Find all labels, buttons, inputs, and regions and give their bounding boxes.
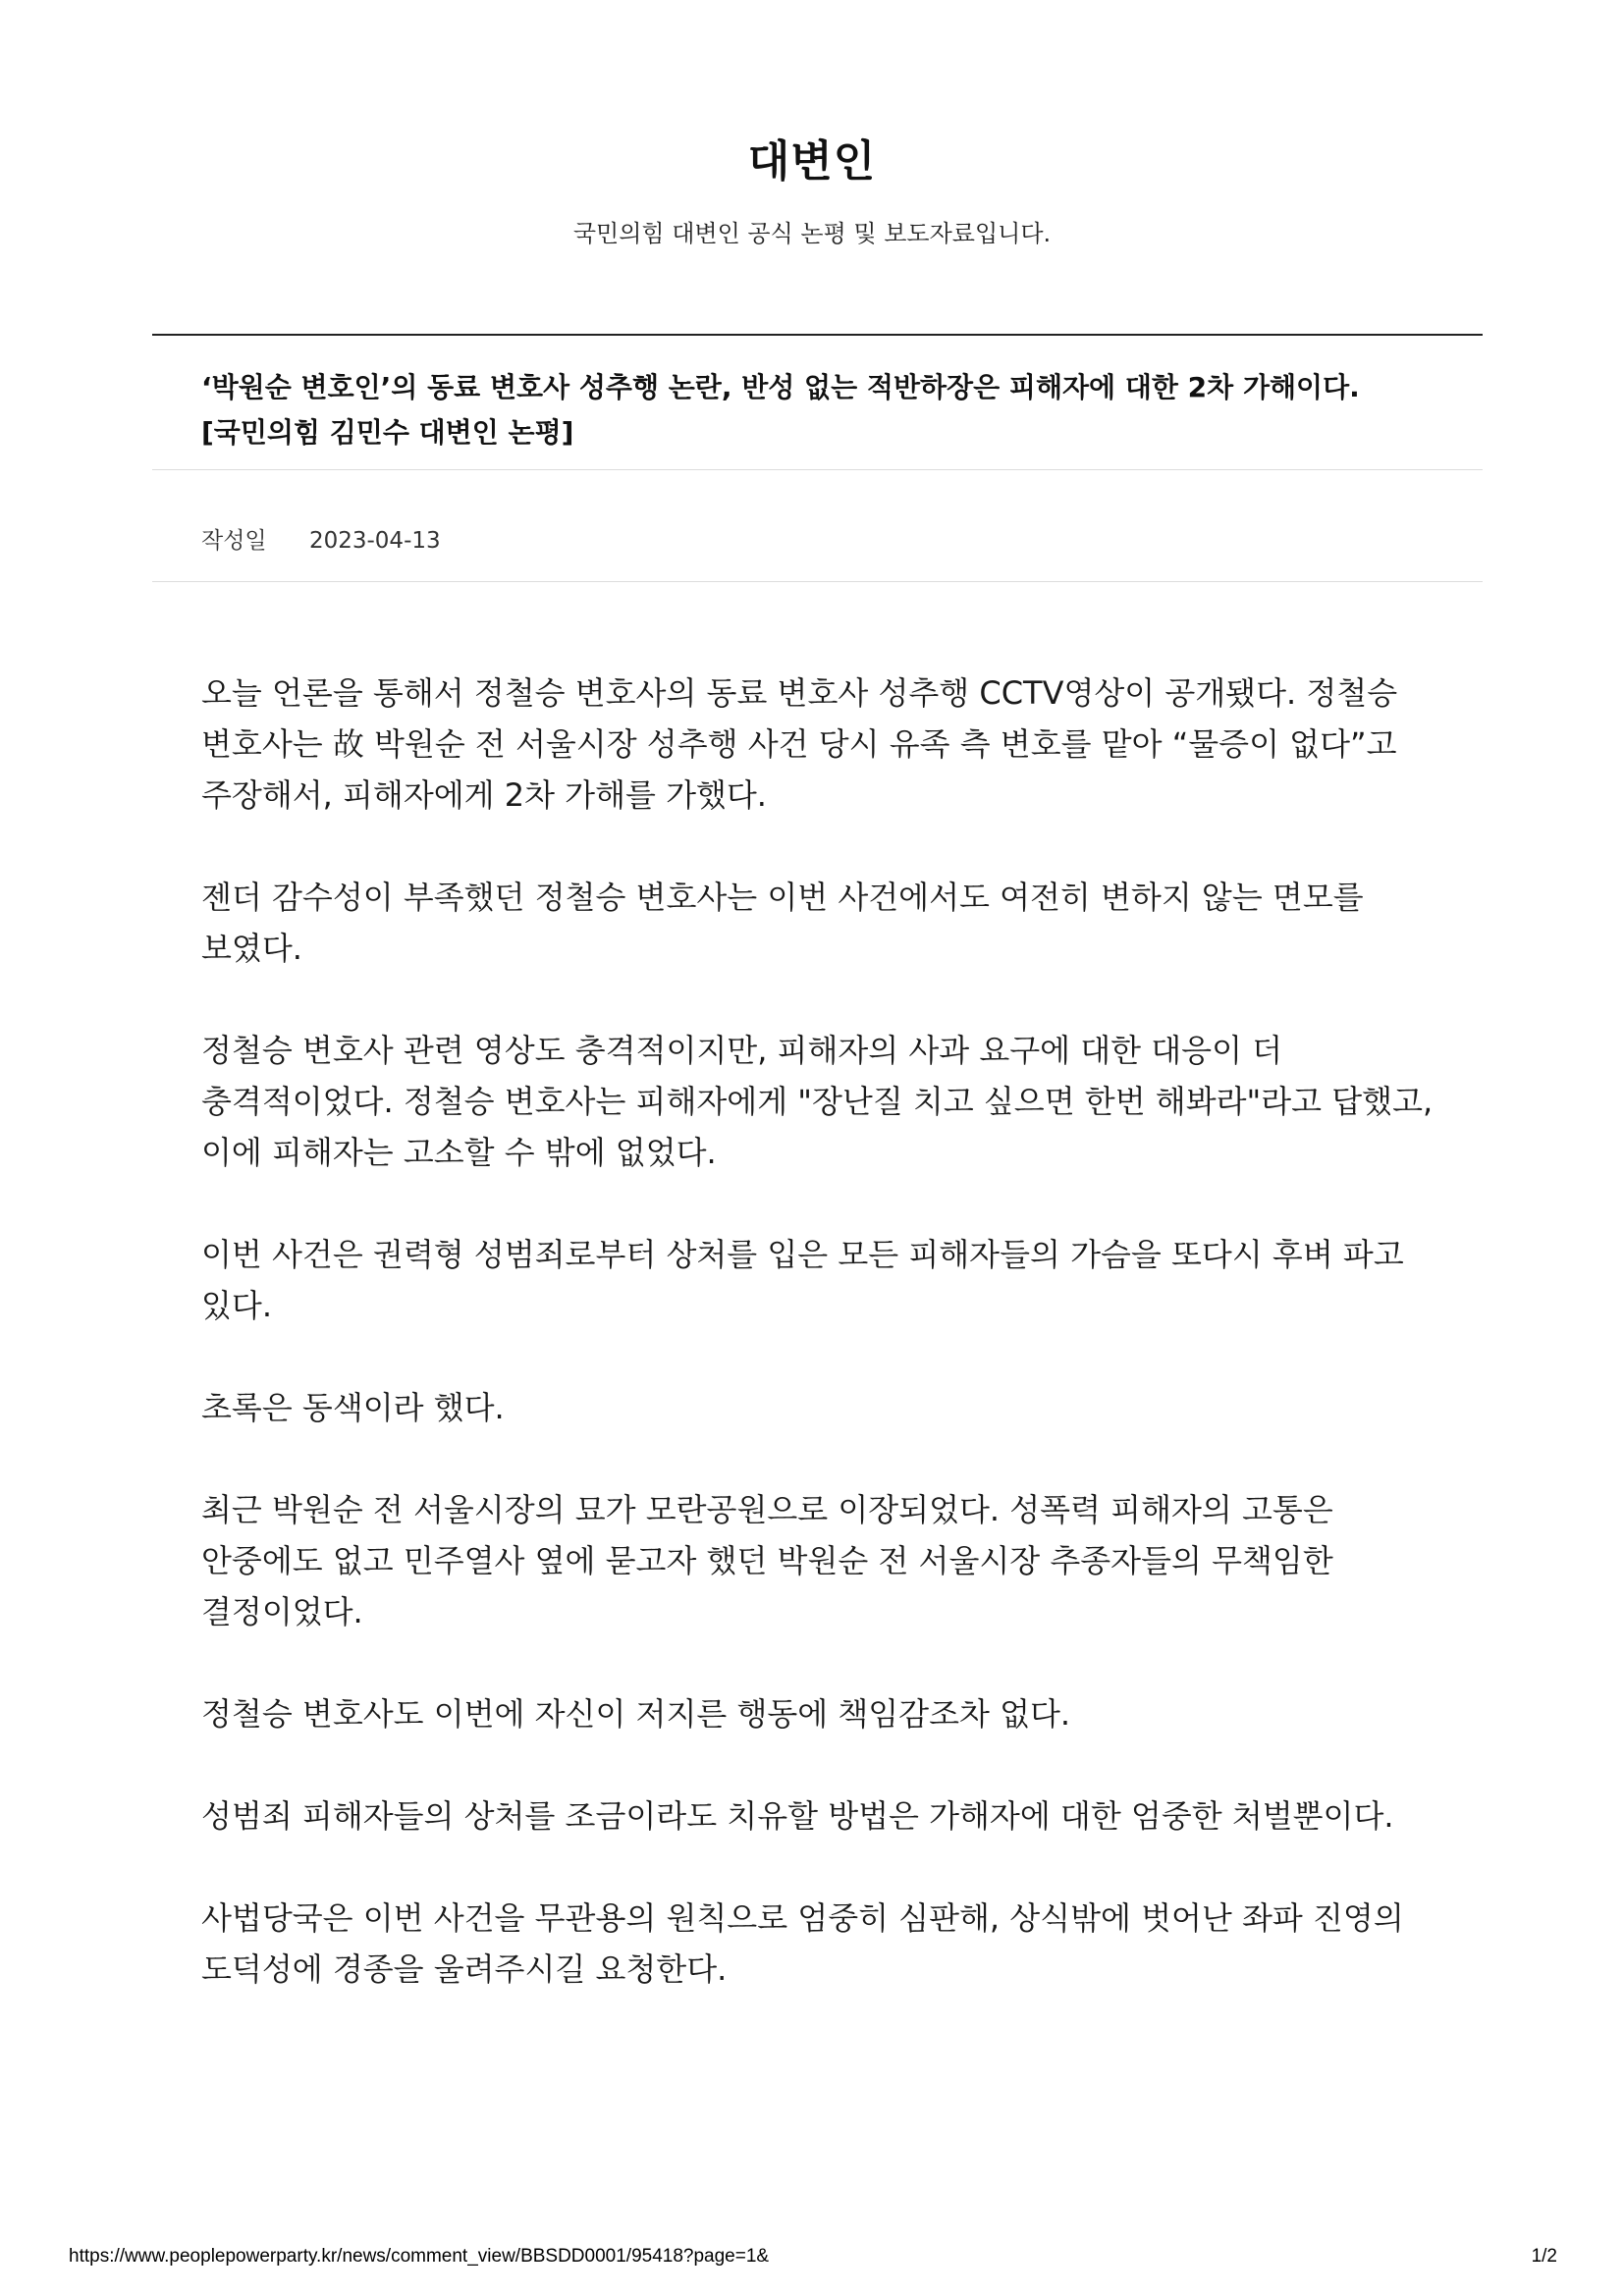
body-paragraph: 초록은 동색이라 했다. <box>201 1389 505 1426</box>
body-paragraph: 사법당국은 이번 사건을 무관용의 원칙으로 엄중히 심판해, 상식밖에 벗어난 좌파 진영의 도덕성에 경종을 울려주시길 요청한다. <box>201 1899 1404 1988</box>
title-divider <box>152 469 1483 470</box>
article-body <box>201 667 1448 2046</box>
date-value: 2023-04-13 <box>308 528 441 554</box>
footer-url: https://www.peoplepowerparty.kr/news/comment_view/BBSDD0001/95418?page=1& <box>69 2246 770 2267</box>
date-label: 작성일 <box>201 528 267 554</box>
page-title: 대변인 <box>747 136 877 187</box>
body-paragraph: 젠더 감수성이 부족했던 정철승 변호사는 이번 사건에서도 여전히 변하지 않는 면모를 보였다. <box>201 879 1364 967</box>
article-meta <box>201 522 441 555</box>
body-paragraph: 최근 박원순 전 서울시장의 묘가 모란공원으로 이장되었다. 성폭력 피해자의 고통은 안중에도 없고 민주열사 옆에 묻고자 했던 박원순 전 서울시장 추종자들의 무책임한 결정이었다. <box>201 1491 1333 1630</box>
meta-divider <box>152 581 1483 582</box>
page-subtitle: 국민의힘 대변인 공식 논평 및 보도자료입니다. <box>572 220 1052 247</box>
body-paragraph: 정철승 변호사도 이번에 자신이 저지른 행동에 책임감조차 없다. <box>201 1695 1071 1733</box>
header-divider <box>152 334 1483 336</box>
body-paragraph: 성범죄 피해자들의 상처를 조금이라도 치유할 방법은 가해자에 대한 엄중한 처벌뿐이다. <box>201 1797 1394 1835</box>
body-paragraph: 정철승 변호사 관련 영상도 충격적이지만, 피해자의 사과 요구에 대한 대응이 더 충격적이었다. 정철승 변호사는 피해자에게 "장난질 치고 싶으면 한번 해봐라"라고 답했고, 이에 피해자는 고소할 수 밖에 없었다. <box>201 1032 1434 1171</box>
body-paragraph: 오늘 언론을 통해서 정철승 변호사의 동료 변호사 성추행 CCTV영상이 공개됐다. 정철승 변호사는 故 박원순 전 서울시장 성추행 사건 당시 유족 측 변호를 맡아 “물증이 없다”고 주장해서, 피해자에게 2차 가해를 가했다. <box>201 674 1398 814</box>
article-title-line1: ‘박원순 변호인’의 동료 변호사 성추행 논란, 반성 없는 적반하장은 피해자에 대한 2차 가해이다. <box>201 371 1360 403</box>
body-paragraph: 이번 사건은 권력형 성범죄로부터 상처를 입은 모든 피해자들의 가슴을 또다시 후벼 파고 있다. <box>201 1236 1404 1324</box>
footer-page-number: 1/2 <box>1531 2246 1557 2267</box>
article-title <box>201 365 1438 455</box>
article-title-line2: [국민의힘 김민수 대변인 논평] <box>201 416 574 449</box>
